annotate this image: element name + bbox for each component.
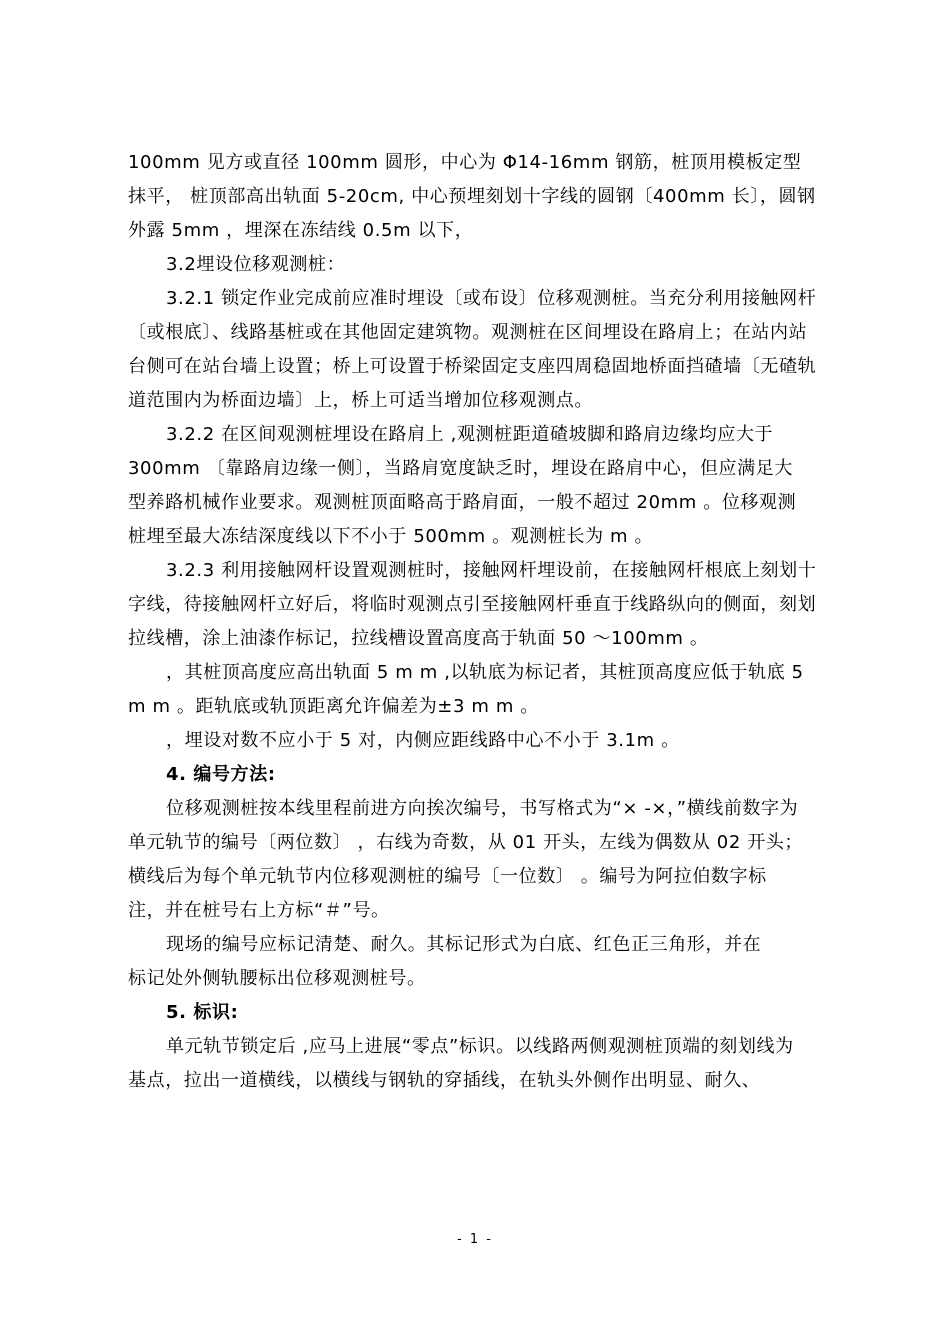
text-line: 单元轨节的编号〔两位数〕 ，右线为奇数，从 01 开头，左线为偶数从 02 开头； (128, 832, 804, 853)
text-line: 台侧可在站台墙上设置；桥上可设置于桥梁固定支座四周稳固地桥面挡碴墙〔无碴轨 (128, 356, 817, 377)
text-line: m m 。距轨底或轨顶距离允许偏差为±3 m m 。 (128, 696, 539, 717)
text-line: 抹平， 桩顶部高出轨面 5-20cm, 中心预埋刻划十字线的圆钢〔400mm 长〕，圆钢 (128, 186, 816, 207)
document-body (128, 146, 840, 1098)
text-line: 基点，拉出一道横线，以横线与钢轨的穿插线，在轨头外侧作出明显、耐久、 (128, 1070, 761, 1091)
text-line: 〔或根底〕、线路基桩或在其他固定建筑物。观测桩在区间埋设在路肩上；在站内站 (128, 322, 808, 343)
section-heading-4: 4. 编号方法: (166, 764, 276, 785)
text-line: 横线后为每个单元轨节内位移观测桩的编号〔一位数〕 。编号为阿拉伯数字标 (128, 866, 767, 887)
text-line: 现场的编号应标记清楚、耐久。其标记形式为白底、红色正三角形，并在 (166, 934, 762, 955)
text-line: 型养路机械作业要求。观测桩顶面略高于路肩面，一般不超过 20mm 。位移观测 (128, 492, 797, 513)
text-line: 3.2.2 在区间观测桩埋设在路肩上 ,观测桩距道碴坡脚和路肩边缘均应大于 (166, 424, 774, 445)
text-line: 100mm 见方或直径 100mm 圆形，中心为 Φ14-16mm 钢筋，桩顶用模板定型 (128, 152, 802, 173)
text-line: 字线，待接触网杆立好后，将临时观测点引至接触网杆垂直于线路纵向的侧面，刻划 (128, 594, 817, 615)
text-line: 桩埋至最大冻结深度线以下不小于 500mm 。观测桩长为 m 。 (128, 526, 654, 547)
text-line: ，其桩顶高度应高出轨面 5 m m ,以轨底为标记者，其桩顶高度应低于轨底 5 (166, 662, 804, 683)
text-line: ，埋设对数不应小于 5 对，内侧应距线路中心不小于 3.1m 。 (166, 730, 680, 751)
text-line: 标记处外侧轨腰标出位移观测桩号。 (128, 968, 426, 989)
text-line: 3.2.1 锁定作业完成前应准时埋设〔或布设〕位移观测桩。当充分利用接触网杆 (166, 288, 817, 309)
text-line: 3.2.3 利用接触网杆设置观测桩时，接触网杆埋设前，在接触网杆根底上刻划十 (166, 560, 817, 581)
text-line: 位移观测桩按本线里程前进方向挨次编号，书写格式为“× -×，”横线前数字为 (166, 798, 799, 819)
text-line: 拉线槽，涂上油漆作标记，拉线槽设置高度高于轨面 50 ～100mm 。 (128, 628, 709, 649)
page-number: - 1 - (457, 1232, 493, 1247)
text-line: 300mm 〔靠路肩边缘一侧〕，当路肩宽度缺乏时，埋设在路肩中心，但应满足大 (128, 458, 793, 479)
text-line: 道范围内为桥面边墙〕上，桥上可适当增加位移观测点。 (128, 390, 593, 411)
section-heading-5: 5. 标识: (166, 1002, 239, 1023)
text-line: 单元轨节锁定后 ,应马上进展“零点”标识。以线路两侧观测桩顶端的刻划线为 (166, 1036, 794, 1057)
text-line: 外露 5mm ，埋深在冻结线 0.5m 以下， (128, 220, 474, 241)
section-heading-3-2: 3.2埋设位移观测桩： (166, 254, 346, 275)
text-line: 注，并在桩号右上方标“＃”号。 (128, 900, 390, 921)
